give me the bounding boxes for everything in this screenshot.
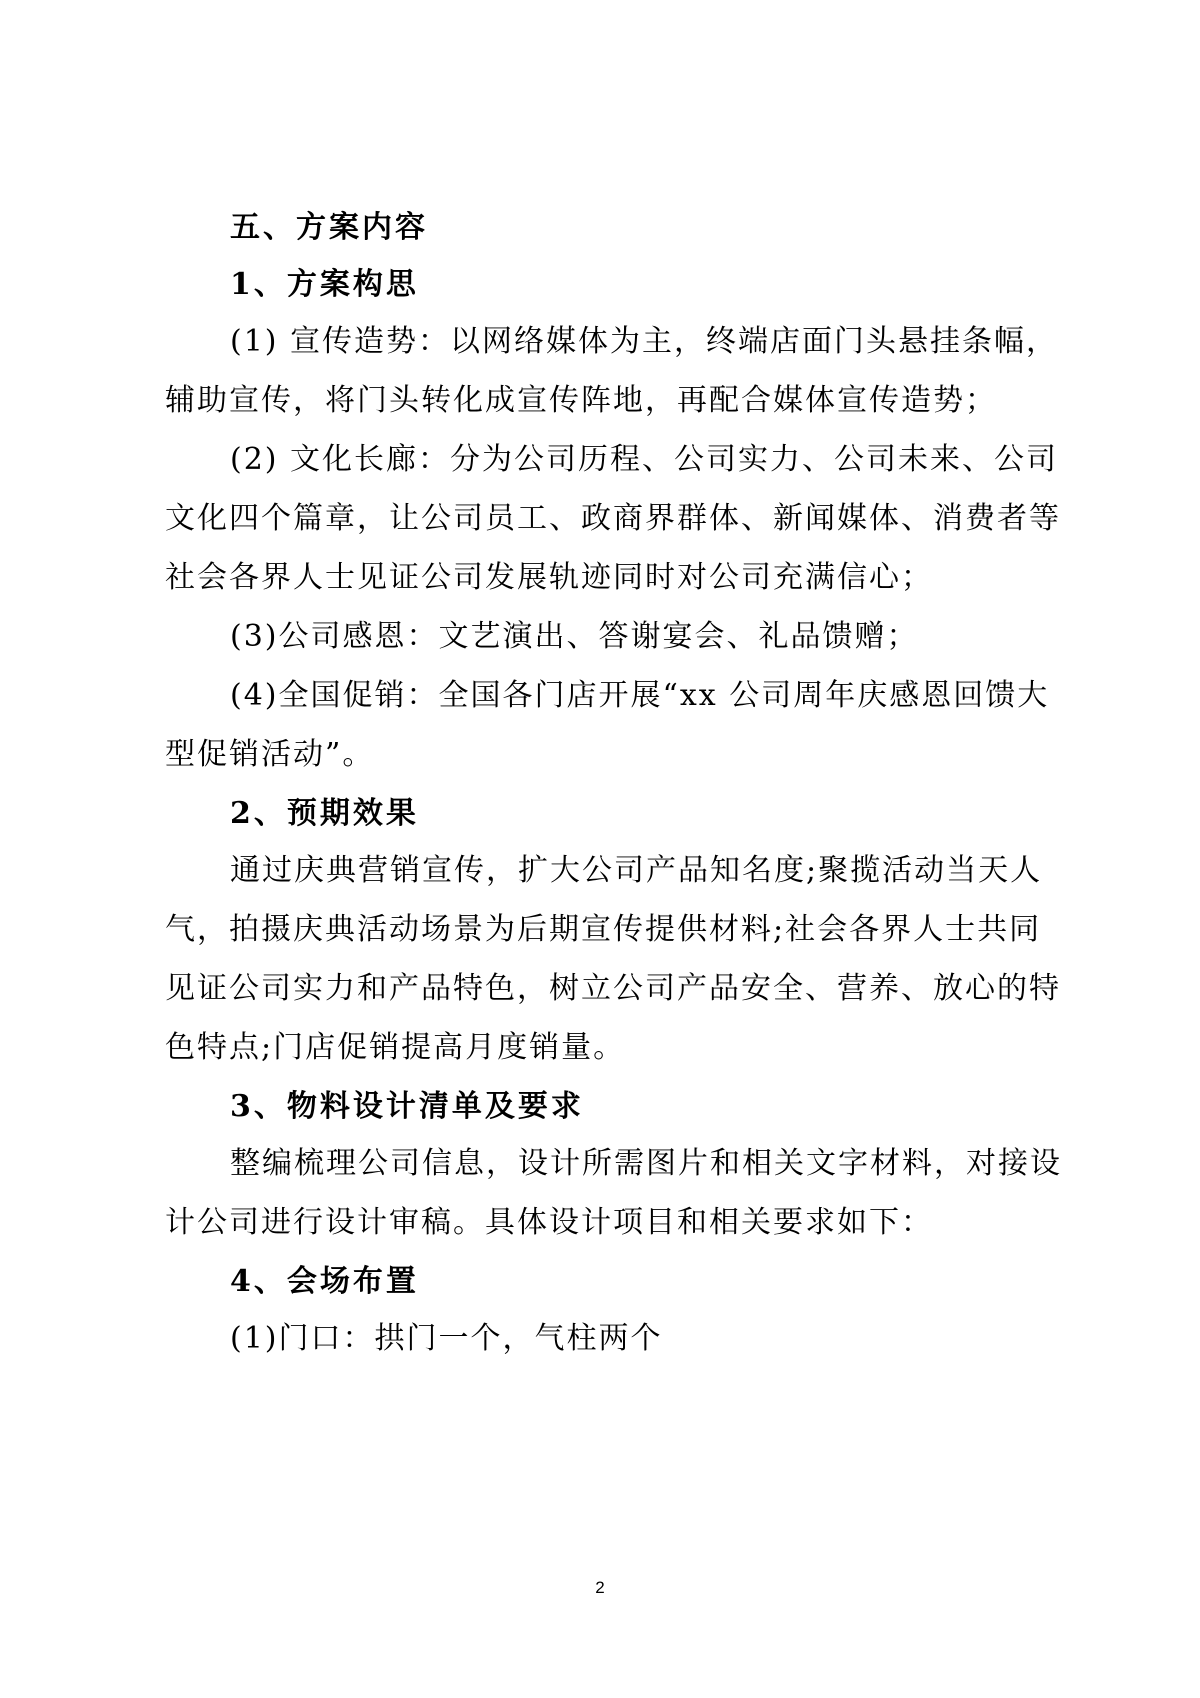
concept-item-2-line-1: (2) 文化长廊：分为公司历程、公司实力、公司未来、公司 bbox=[230, 442, 1059, 477]
venue-line-1: (1)门口：拱门一个，气柱两个 bbox=[230, 1321, 663, 1356]
concept-item-1-line-2: 辅助宣传，将门头转化成宣传阵地，再配合媒体宣传造势； bbox=[165, 383, 997, 418]
concept-item-4-line-2: 型促销活动”。 bbox=[165, 737, 375, 772]
effect-line-4: 色特点;门店促销提高月度销量。 bbox=[165, 1030, 626, 1065]
concept-item-3-line-1: (3)公司感恩：文艺演出、答谢宴会、礼品馈赠； bbox=[230, 619, 919, 654]
concept-item-2-line-2: 文化四个篇章，让公司员工、政商界群体、新闻媒体、消费者等 bbox=[165, 501, 1061, 536]
effect-line-1: 通过庆典营销宣传，扩大公司产品知名度;聚揽活动当天人 bbox=[230, 853, 1043, 888]
section-title: 五、方案内容 bbox=[230, 210, 428, 245]
page-number: 2 bbox=[595, 1578, 605, 1597]
materials-line-2: 计公司进行设计审稿。具体设计项目和相关要求如下： bbox=[165, 1205, 933, 1240]
venue-heading: 4、会场布置 bbox=[230, 1264, 419, 1299]
materials-line-1: 整编梳理公司信息，设计所需图片和相关文字材料，对接设 bbox=[230, 1146, 1062, 1181]
effect-line-3: 见证公司实力和产品特色，树立公司产品安全、营养、放心的特 bbox=[165, 971, 1061, 1006]
concept-item-4-line-1: (4)全国促销：全国各门店开展“xx 公司周年庆感恩回馈大 bbox=[230, 678, 1050, 713]
materials-heading: 3、物料设计清单及要求 bbox=[230, 1089, 584, 1124]
effect-line-2: 气，拍摄庆典活动场景为后期宣传提供材料;社会各界人士共同 bbox=[165, 912, 1042, 947]
concept-item-1-line-1: (1) 宣传造势：以网络媒体为主，终端店面门头悬挂条幅， bbox=[230, 324, 1059, 359]
concept-item-2-line-3: 社会各界人士见证公司发展轨迹同时对公司充满信心； bbox=[165, 560, 933, 595]
concept-heading: 1、方案构思 bbox=[230, 267, 419, 302]
effect-heading: 2、预期效果 bbox=[230, 796, 419, 831]
